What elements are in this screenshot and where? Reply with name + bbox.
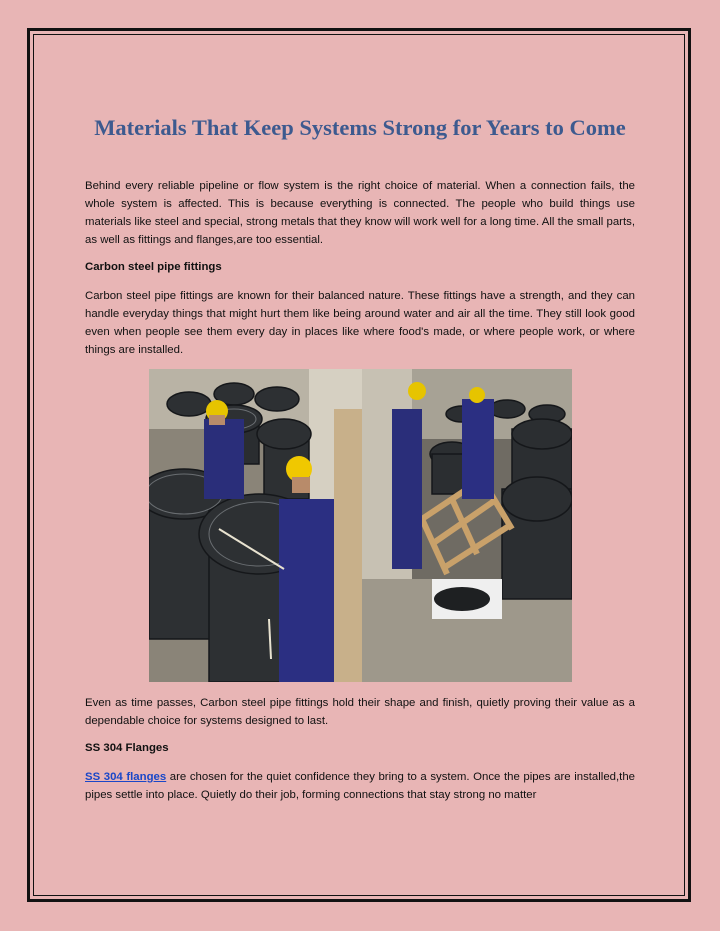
section-heading-ss304: SS 304 Flanges <box>85 742 169 754</box>
document-body <box>85 112 635 813</box>
section-heading-carbon-steel: Carbon steel pipe fittings <box>85 261 222 273</box>
ss304-flanges-link[interactable]: SS 304 flanges <box>85 771 167 783</box>
ss304-paragraph-text: are chosen for the quiet confidence they bring to a system. Once the pipes are installed,the pipes settle into place. Quietly do their job, forming connections that stay strong no matter <box>85 771 635 801</box>
ss304-paragraph <box>85 768 635 804</box>
photo-left-workers-measuring-flanges <box>149 369 362 682</box>
document-title: Materials That Keep Systems Strong for Years to Come <box>94 115 626 140</box>
carbon-steel-paragraph: Carbon steel pipe fittings are known for their balanced nature. These fittings have a strength, and they can handle everyday things that might hurt them like being around water and air all the time. They still look good even when people see them every day in places like where food's made, or where people work, or where things are installed. <box>85 290 635 356</box>
carbon-steel-closing-paragraph: Even as time passes, Carbon steel pipe fittings hold their shape and finish, quietly proving their value as a dependable choice for systems designed to last. <box>85 697 635 727</box>
flange-inspection-photo <box>149 369 572 682</box>
photo-right-flanges-on-pallet <box>362 369 572 682</box>
intro-paragraph: Behind every reliable pipeline or flow system is the right choice of material. When a connection fails, the whole system is affected. This is because everything is connected. The people who build things use materials like steel and special, strong metals that they know will work well for a long time. All the small parts, as well as fittings and flanges,are too essential. <box>85 180 635 246</box>
